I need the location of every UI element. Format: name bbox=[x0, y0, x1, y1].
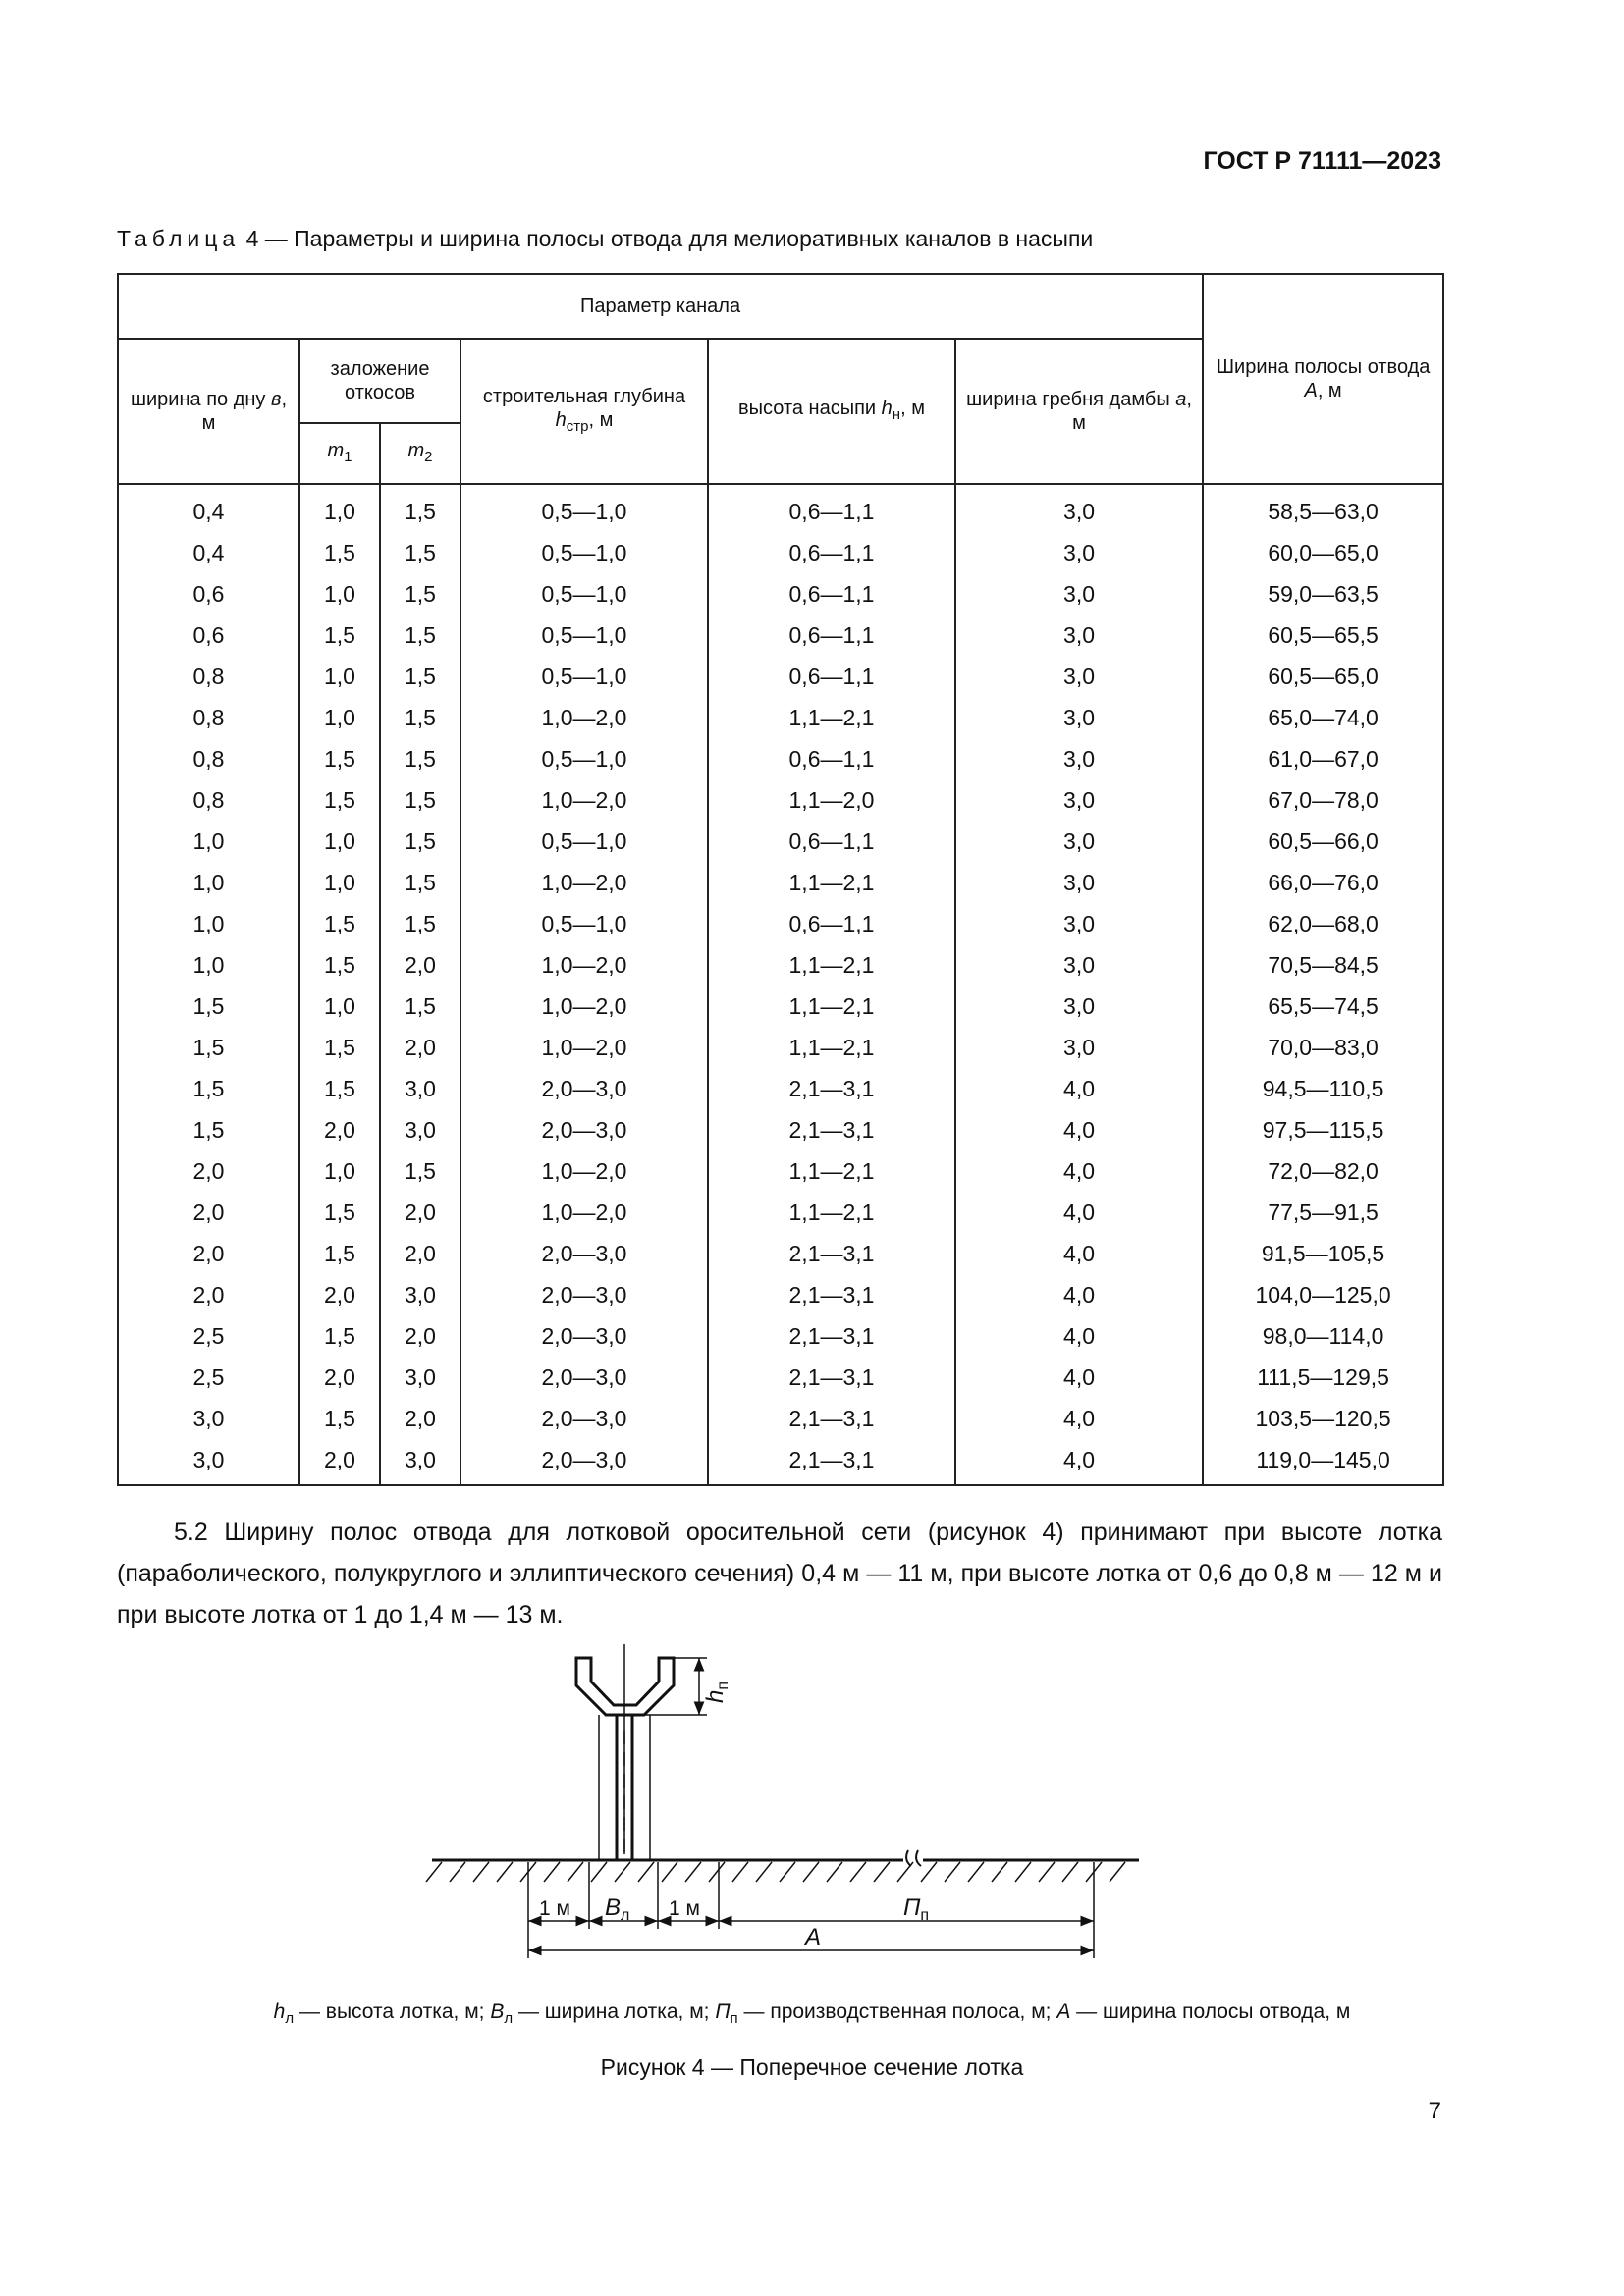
table-cell: 2,1—3,1 bbox=[708, 1315, 955, 1357]
table-cell: 0,4 bbox=[118, 532, 299, 573]
table-cell: 1,5 bbox=[299, 614, 380, 656]
table-cell: 2,0 bbox=[299, 1357, 380, 1398]
table-row bbox=[118, 1068, 1443, 1109]
table-cell: 1,5 bbox=[118, 1027, 299, 1068]
table-cell: 4,0 bbox=[955, 1233, 1203, 1274]
table-cell: 0,5—1,0 bbox=[460, 903, 708, 944]
table-cell: 0,5—1,0 bbox=[460, 821, 708, 862]
table-cell: 103,5—120,5 bbox=[1203, 1398, 1443, 1439]
table-cell: 3,0 bbox=[955, 738, 1203, 779]
table-cell: 3,0 bbox=[955, 484, 1203, 532]
table-cell: 2,1—3,1 bbox=[708, 1274, 955, 1315]
table-cell: 0,4 bbox=[118, 484, 299, 532]
table-cell: 1,0—2,0 bbox=[460, 1027, 708, 1068]
table-cell: 1,0 bbox=[299, 656, 380, 697]
table-cell: 3,0 bbox=[955, 903, 1203, 944]
table-cell: 0,6—1,1 bbox=[708, 532, 955, 573]
table-cell: 0,5—1,0 bbox=[460, 656, 708, 697]
table-cell: 3,0 bbox=[955, 656, 1203, 697]
table-row bbox=[118, 1233, 1443, 1274]
table-cell: 2,0—3,0 bbox=[460, 1398, 708, 1439]
table-cell: 1,0—2,0 bbox=[460, 986, 708, 1027]
table-cell: 65,5—74,5 bbox=[1203, 986, 1443, 1027]
table-cell: 1,5 bbox=[380, 614, 460, 656]
table-cell: 0,5—1,0 bbox=[460, 484, 708, 532]
table-cell: 1,1—2,1 bbox=[708, 1150, 955, 1192]
table-cell: 1,0—2,0 bbox=[460, 862, 708, 903]
table-row bbox=[118, 738, 1443, 779]
table-cell: 3,0 bbox=[380, 1274, 460, 1315]
table-cell: 4,0 bbox=[955, 1068, 1203, 1109]
table-cell: 67,0—78,0 bbox=[1203, 779, 1443, 821]
table-cell: 0,5—1,0 bbox=[460, 532, 708, 573]
header-bottom-width: ширина по дну в, м bbox=[118, 339, 299, 484]
table-row bbox=[118, 656, 1443, 697]
table-cell: 1,5 bbox=[380, 903, 460, 944]
table-cell: 1,5 bbox=[299, 1068, 380, 1109]
header-slopes: заложение откосов bbox=[299, 339, 460, 423]
table-cell: 1,5 bbox=[299, 1233, 380, 1274]
table-row bbox=[118, 1150, 1443, 1192]
table-cell: 3,0 bbox=[955, 862, 1203, 903]
table-cell: 119,0—145,0 bbox=[1203, 1439, 1443, 1485]
table-row bbox=[118, 697, 1443, 738]
table-cell: 3,0 bbox=[955, 532, 1203, 573]
table-cell: 1,1—2,0 bbox=[708, 779, 955, 821]
table-cell: 66,0—76,0 bbox=[1203, 862, 1443, 903]
table-cell: 1,5 bbox=[118, 986, 299, 1027]
table-cell: 1,5 bbox=[380, 532, 460, 573]
table-cell: 1,0 bbox=[118, 862, 299, 903]
table-cell: 97,5—115,5 bbox=[1203, 1109, 1443, 1150]
table-cell: 1,0 bbox=[299, 573, 380, 614]
table-cell: 1,5 bbox=[299, 1027, 380, 1068]
label-1m-left: 1 м bbox=[539, 1897, 570, 1920]
table-cell: 1,0 bbox=[118, 903, 299, 944]
table-cell: 60,0—65,0 bbox=[1203, 532, 1443, 573]
paragraph-5-2: 5.2 Ширину полос отвода для лотковой оросительной сети (рисунок 4) принимают при высоте лотка (параболического, полукруглого и эллиптического сечения) 0,4 м — 11 м, при высоте лотка от 0,6 до 0,8 м — 12 м и при высоте лотка от 1 до 1,4 м — 13 м. bbox=[117, 1519, 1442, 1629]
table-cell: 3,0 bbox=[955, 944, 1203, 986]
header-channel-parameter: Параметр канала bbox=[118, 274, 1203, 339]
table-cell: 2,5 bbox=[118, 1315, 299, 1357]
table-cell: 2,0—3,0 bbox=[460, 1357, 708, 1398]
table-cell: 70,0—83,0 bbox=[1203, 1027, 1443, 1068]
table-cell: 2,1—3,1 bbox=[708, 1233, 955, 1274]
header-m2: $m_2$ bbox=[380, 423, 460, 484]
table-row bbox=[118, 779, 1443, 821]
table-cell: 3,0 bbox=[955, 697, 1203, 738]
table-cell: 1,5 bbox=[380, 986, 460, 1027]
document-code: ГОСТ Р 71111—2023 bbox=[1203, 147, 1441, 175]
table-cell: 2,0—3,0 bbox=[460, 1315, 708, 1357]
table-cell: 70,5—84,5 bbox=[1203, 944, 1443, 986]
table-cell: 1,5 bbox=[118, 1109, 299, 1150]
table-cell: 60,5—65,5 bbox=[1203, 614, 1443, 656]
table-row bbox=[118, 484, 1443, 532]
table-cell: 3,0 bbox=[955, 614, 1203, 656]
table-cell: 1,5 bbox=[299, 779, 380, 821]
header-strip-width: Ширина полосы отвода А, м bbox=[1203, 274, 1443, 484]
table-cell: 0,6—1,1 bbox=[708, 484, 955, 532]
table-cell: 1,1—2,1 bbox=[708, 1027, 955, 1068]
table-cell: 65,0—74,0 bbox=[1203, 697, 1443, 738]
table-cell: 1,5 bbox=[380, 573, 460, 614]
table-cell: 3,0 bbox=[380, 1357, 460, 1398]
table-row bbox=[118, 903, 1443, 944]
table-cell: 1,5 bbox=[299, 903, 380, 944]
table-cell: 0,6 bbox=[118, 573, 299, 614]
table-cell: 60,5—66,0 bbox=[1203, 821, 1443, 862]
table-cell: 1,0—2,0 bbox=[460, 1150, 708, 1192]
table-cell: 4,0 bbox=[955, 1150, 1203, 1192]
table-row bbox=[118, 944, 1443, 986]
table-row bbox=[118, 1315, 1443, 1357]
table-cell: 2,0 bbox=[299, 1274, 380, 1315]
table-row bbox=[118, 986, 1443, 1027]
table-cell: 1,5 bbox=[299, 532, 380, 573]
table-cell: 1,0—2,0 bbox=[460, 1192, 708, 1233]
table-cell: 3,0 bbox=[955, 779, 1203, 821]
header-embankment-height: высота насыпи $h_н$, м bbox=[708, 339, 955, 484]
table-cell: 58,5—63,0 bbox=[1203, 484, 1443, 532]
table-cell: 2,0 bbox=[380, 1233, 460, 1274]
table-cell: 0,8 bbox=[118, 697, 299, 738]
table-cell: 2,0 bbox=[380, 944, 460, 986]
header-build-depth: строительная глубина $h_{стр}$, м bbox=[460, 339, 708, 484]
table-row bbox=[118, 1274, 1443, 1315]
table-cell: 59,0—63,5 bbox=[1203, 573, 1443, 614]
table-cell: 1,0 bbox=[118, 821, 299, 862]
table-cell: 4,0 bbox=[955, 1274, 1203, 1315]
table-cell: 2,0—3,0 bbox=[460, 1068, 708, 1109]
table-cell: 4,0 bbox=[955, 1109, 1203, 1150]
table-cell: 0,6—1,1 bbox=[708, 573, 955, 614]
table-cell: 4,0 bbox=[955, 1398, 1203, 1439]
table-cell: 1,0 bbox=[299, 986, 380, 1027]
table-cell: 98,0—114,0 bbox=[1203, 1315, 1443, 1357]
table-cell: 2,0 bbox=[380, 1027, 460, 1068]
table-cell: 62,0—68,0 bbox=[1203, 903, 1443, 944]
table-cell: 77,5—91,5 bbox=[1203, 1192, 1443, 1233]
table-cell: 3,0 bbox=[380, 1068, 460, 1109]
table-caption-label: Таблица bbox=[117, 226, 241, 251]
table-cell: 1,5 bbox=[380, 821, 460, 862]
label-h-tray-height: $h_п$ bbox=[702, 1681, 731, 1703]
table-cell: 0,6—1,1 bbox=[708, 738, 955, 779]
table-cell: 0,5—1,0 bbox=[460, 614, 708, 656]
table-cell: 2,0—3,0 bbox=[460, 1109, 708, 1150]
table-cell: 104,0—125,0 bbox=[1203, 1274, 1443, 1315]
table-cell: 2,0 bbox=[380, 1398, 460, 1439]
table-row bbox=[118, 1439, 1443, 1485]
table-cell: 1,0—2,0 bbox=[460, 944, 708, 986]
table-cell: 4,0 bbox=[955, 1192, 1203, 1233]
table-cell: 94,5—110,5 bbox=[1203, 1068, 1443, 1109]
table-row bbox=[118, 1027, 1443, 1068]
table-cell: 2,0 bbox=[380, 1192, 460, 1233]
figure-legend: $h_л$ — высота лотка, м; $В_л$ — ширина лотка, м; $П_п$ — производственная полоса, м; А — ширина полосы отвода, м bbox=[273, 2001, 1351, 2028]
table-cell: 2,0 bbox=[299, 1109, 380, 1150]
table-cell: 3,0 bbox=[118, 1398, 299, 1439]
table-cell: 1,0 bbox=[299, 862, 380, 903]
table-cell: 1,5 bbox=[380, 738, 460, 779]
table-cell: 2,1—3,1 bbox=[708, 1398, 955, 1439]
table-cell: 2,0 bbox=[118, 1274, 299, 1315]
table-cell: 3,0 bbox=[380, 1439, 460, 1485]
table-cell: 60,5—65,0 bbox=[1203, 656, 1443, 697]
table-cell: 1,5 bbox=[380, 697, 460, 738]
table-cell: 0,6—1,1 bbox=[708, 903, 955, 944]
table-cell: 1,0 bbox=[299, 1150, 380, 1192]
table-cell: 2,0—3,0 bbox=[460, 1439, 708, 1485]
figure-caption: Рисунок 4 — Поперечное сечение лотка bbox=[600, 2055, 1024, 2080]
table-cell: 2,1—3,1 bbox=[708, 1068, 955, 1109]
table-cell: 2,0—3,0 bbox=[460, 1274, 708, 1315]
table-cell: 4,0 bbox=[955, 1357, 1203, 1398]
table-row bbox=[118, 821, 1443, 862]
table-cell: 4,0 bbox=[955, 1439, 1203, 1485]
table-cell: 72,0—82,0 bbox=[1203, 1150, 1443, 1192]
table-cell: 1,0 bbox=[299, 821, 380, 862]
table-cell: 0,6—1,1 bbox=[708, 821, 955, 862]
table-cell: 2,1—3,1 bbox=[708, 1357, 955, 1398]
table-cell: 111,5—129,5 bbox=[1203, 1357, 1443, 1398]
table-cell: 4,0 bbox=[955, 1315, 1203, 1357]
table-cell: 1,0 bbox=[299, 484, 380, 532]
table-cell: 1,0—2,0 bbox=[460, 697, 708, 738]
table-cell: 2,0 bbox=[299, 1439, 380, 1485]
table-cell: 1,1—2,1 bbox=[708, 862, 955, 903]
page-number: 7 bbox=[1428, 2098, 1441, 2124]
table-cell: 0,6 bbox=[118, 614, 299, 656]
table-row bbox=[118, 1398, 1443, 1439]
table-caption-text: 4 — Параметры и ширина полосы отвода для мелиоративных каналов в насыпи bbox=[240, 226, 1094, 251]
label-1m-right: 1 м bbox=[669, 1897, 700, 1920]
table-cell: 2,0 bbox=[118, 1150, 299, 1192]
tray-drawing bbox=[576, 1644, 674, 1860]
table-cell: 0,8 bbox=[118, 738, 299, 779]
table-cell: 1,5 bbox=[299, 738, 380, 779]
table-cell: 2,0—3,0 bbox=[460, 1233, 708, 1274]
table-cell: 0,5—1,0 bbox=[460, 573, 708, 614]
table-cell: 2,0 bbox=[118, 1233, 299, 1274]
table-cell: 2,1—3,1 bbox=[708, 1109, 955, 1150]
table-cell: 1,5 bbox=[299, 944, 380, 986]
table-cell: 3,0 bbox=[955, 573, 1203, 614]
parameters-table bbox=[117, 273, 1444, 1486]
table-cell: 2,5 bbox=[118, 1357, 299, 1398]
table-row bbox=[118, 1109, 1443, 1150]
table-body bbox=[118, 484, 1443, 1485]
table-row bbox=[118, 1357, 1443, 1398]
table-cell: 0,6—1,1 bbox=[708, 656, 955, 697]
table-cell: 1,5 bbox=[299, 1398, 380, 1439]
table-cell: 0,8 bbox=[118, 779, 299, 821]
table-cell: 1,5 bbox=[380, 779, 460, 821]
table-cell: 1,5 bbox=[380, 656, 460, 697]
table-cell: 3,0 bbox=[118, 1439, 299, 1485]
figure-tray-cross-section bbox=[412, 1644, 1159, 1988]
table-cell: 1,1—2,1 bbox=[708, 1192, 955, 1233]
table-row bbox=[118, 862, 1443, 903]
label-a-strip-width: А bbox=[805, 1924, 822, 1950]
table-row bbox=[118, 532, 1443, 573]
table-cell: 1,1—2,1 bbox=[708, 986, 955, 1027]
table-cell: 1,1—2,1 bbox=[708, 697, 955, 738]
table-cell: 1,0—2,0 bbox=[460, 779, 708, 821]
table-cell: 1,5 bbox=[380, 862, 460, 903]
table-cell: 3,0 bbox=[955, 1027, 1203, 1068]
table-cell: 2,1—3,1 bbox=[708, 1439, 955, 1485]
table-caption bbox=[117, 226, 1093, 252]
table-cell: 2,0 bbox=[118, 1192, 299, 1233]
table-cell: 0,5—1,0 bbox=[460, 738, 708, 779]
table-cell: 3,0 bbox=[955, 821, 1203, 862]
table-cell: 1,0 bbox=[299, 697, 380, 738]
table-cell: 1,5 bbox=[380, 1150, 460, 1192]
label-b-tray-width: $В_л$ bbox=[605, 1895, 630, 1924]
table-cell: 1,5 bbox=[299, 1315, 380, 1357]
header-crest-width: ширина гребня дамбы a, м bbox=[955, 339, 1203, 484]
table-cell: 1,5 bbox=[299, 1192, 380, 1233]
table-row bbox=[118, 614, 1443, 656]
table-cell: 0,6—1,1 bbox=[708, 614, 955, 656]
header-m1: $m_1$ bbox=[299, 423, 380, 484]
table-cell: 61,0—67,0 bbox=[1203, 738, 1443, 779]
table-cell: 3,0 bbox=[380, 1109, 460, 1150]
table-cell: 0,8 bbox=[118, 656, 299, 697]
label-p-production-strip: $П_п$ bbox=[903, 1895, 930, 1924]
table-cell: 1,5 bbox=[118, 1068, 299, 1109]
table-cell: 1,1—2,1 bbox=[708, 944, 955, 986]
ground-line bbox=[426, 1850, 1139, 1882]
table-row bbox=[118, 573, 1443, 614]
table-cell: 1,5 bbox=[380, 484, 460, 532]
table-cell: 3,0 bbox=[955, 986, 1203, 1027]
table-row bbox=[118, 1192, 1443, 1233]
table-cell: 1,0 bbox=[118, 944, 299, 986]
table-cell: 91,5—105,5 bbox=[1203, 1233, 1443, 1274]
table-cell: 2,0 bbox=[380, 1315, 460, 1357]
